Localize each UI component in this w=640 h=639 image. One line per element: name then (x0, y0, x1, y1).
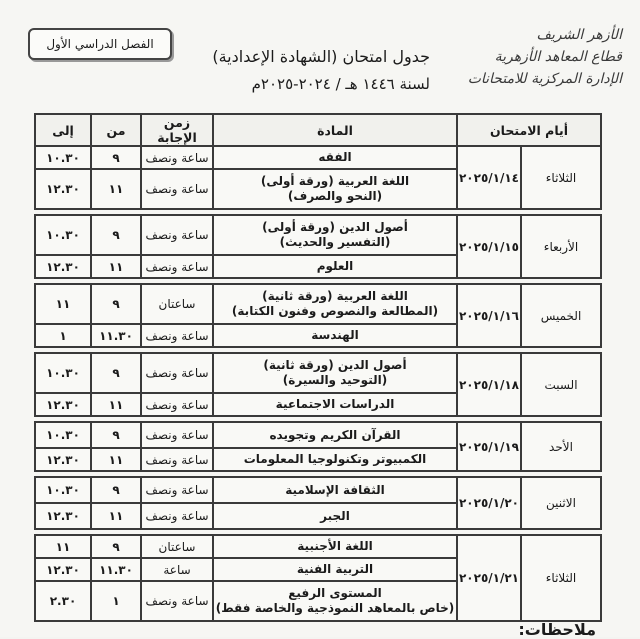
from-time-cell: ٩ (91, 422, 141, 448)
exam-schedule-table (34, 113, 602, 622)
subject-cell: أصول الدين (ورقة ثانية) (التوحيد والسيرة) (213, 353, 457, 393)
to-time-cell: ١١ (35, 284, 91, 324)
subject-cell: القرآن الكريم وتجويده (213, 422, 457, 448)
from-time-cell: ٩ (91, 284, 141, 324)
from-time-cell: ١١ (91, 503, 141, 529)
logo-line-3: الإدارة المركزية للامتحانات (467, 71, 622, 87)
date-cell: ٢٠٢٥/١/١٦ (457, 284, 521, 347)
day-cell: الخميس (521, 284, 601, 347)
from-time-cell: ١١ (91, 393, 141, 416)
subject-cell: الكمبيوتر وتكنولوجيا المعلومات (213, 448, 457, 471)
date-cell: ٢٠٢٥/١/٢١ (457, 535, 521, 621)
header-days: أيام الامتحان (457, 114, 601, 146)
from-time-cell: ٩ (91, 146, 141, 169)
logo-line-2: قطاع المعاهد الأزهرية (494, 49, 622, 65)
to-time-cell: ١٢.٣٠ (35, 255, 91, 278)
from-time-cell: ٩ (91, 535, 141, 558)
duration-cell: ساعة ونصف (141, 146, 213, 169)
date-cell: ٢٠٢٥/١/١٥ (457, 215, 521, 278)
to-time-cell: ١٠.٣٠ (35, 215, 91, 255)
from-time-cell: ١ (91, 581, 141, 621)
azhar-logo (440, 24, 622, 96)
to-time-cell: ١٠.٣٠ (35, 422, 91, 448)
from-time-cell: ٩ (91, 477, 141, 503)
to-time-cell: ١٢.٣٠ (35, 169, 91, 209)
day-cell: الأحد (521, 422, 601, 471)
to-time-cell: ١٢.٣٠ (35, 448, 91, 471)
duration-cell: ساعة ونصف (141, 215, 213, 255)
subject-cell: أصول الدين (ورقة أولى) (التفسير والحديث) (213, 215, 457, 255)
duration-cell: ساعة ونصف (141, 255, 213, 278)
table-header-row (35, 114, 601, 146)
subject-cell: الدراسات الاجتماعية (213, 393, 457, 416)
table-body (35, 146, 601, 621)
duration-cell: ساعة ونصف (141, 448, 213, 471)
day-cell: الاثنين (521, 477, 601, 529)
table-row (35, 535, 601, 558)
from-time-cell: ١١ (91, 448, 141, 471)
subject-cell: العلوم (213, 255, 457, 278)
to-time-cell: ١٠.٣٠ (35, 477, 91, 503)
from-time-cell: ١١ (91, 169, 141, 209)
to-time-cell: ١ (35, 324, 91, 347)
schedule-title: جدول امتحان (الشهادة الإعدادية) (212, 47, 430, 66)
day-cell: السبت (521, 353, 601, 416)
subject-cell: الجبر (213, 503, 457, 529)
table-row (35, 215, 601, 255)
date-cell: ٢٠٢٥/١/١٩ (457, 422, 521, 471)
schedule-year: لسنة ١٤٤٦ هـ / ٢٠٢٤-٢٠٢٥م (251, 75, 430, 93)
duration-cell: ساعة ونصف (141, 169, 213, 209)
duration-cell: ساعة ونصف (141, 477, 213, 503)
table-row (35, 477, 601, 503)
to-time-cell: ١٠.٣٠ (35, 146, 91, 169)
day-cell: الثلاثاء (521, 535, 601, 621)
to-time-cell: ١٢.٣٠ (35, 558, 91, 581)
header-to: إلى (35, 114, 91, 146)
header-subject: المادة (213, 114, 457, 146)
to-time-cell: ١٢.٣٠ (35, 393, 91, 416)
to-time-cell: ١٢.٣٠ (35, 503, 91, 529)
to-time-cell: ٢.٣٠ (35, 581, 91, 621)
duration-cell: ساعة ونصف (141, 353, 213, 393)
table-row (35, 146, 601, 169)
from-time-cell: ١١.٣٠ (91, 324, 141, 347)
subject-cell: اللغة العربية (ورقة أولى) (النحو والصرف) (213, 169, 457, 209)
duration-cell: ساعة ونصف (141, 393, 213, 416)
duration-cell: ساعة ونصف (141, 581, 213, 621)
subject-cell: التربية الفنية (213, 558, 457, 581)
table-row (35, 353, 601, 393)
duration-cell: ساعة ونصف (141, 422, 213, 448)
date-cell: ٢٠٢٥/١/١٨ (457, 353, 521, 416)
subject-cell: الفقه (213, 146, 457, 169)
to-time-cell: ١٠.٣٠ (35, 353, 91, 393)
duration-cell: ساعتان (141, 284, 213, 324)
duration-cell: ساعة (141, 558, 213, 581)
day-cell: الأربعاء (521, 215, 601, 278)
term-label: الفصل الدراسي الأول (28, 28, 172, 60)
from-time-cell: ١١.٣٠ (91, 558, 141, 581)
subject-cell: اللغة العربية (ورقة ثانية) (المطالعة والنصوص وفنون الكتابة) (213, 284, 457, 324)
header-duration: زمن الإجابة (141, 114, 213, 146)
table-row (35, 284, 601, 324)
header-from: من (91, 114, 141, 146)
duration-cell: ساعتان (141, 535, 213, 558)
subject-cell: اللغة الأجنبية (213, 535, 457, 558)
date-cell: ٢٠٢٥/١/٢٠ (457, 477, 521, 529)
logo-line-1: الأزهر الشريف (536, 27, 622, 43)
from-time-cell: ١١ (91, 255, 141, 278)
to-time-cell: ١١ (35, 535, 91, 558)
subject-cell: الهندسة (213, 324, 457, 347)
day-cell: الثلاثاء (521, 146, 601, 209)
subject-cell: الثقافة الإسلامية (213, 477, 457, 503)
subject-cell: المستوى الرفيع (خاص بالمعاهد النموذجية والخاصة فقط) (213, 581, 457, 621)
from-time-cell: ٩ (91, 215, 141, 255)
table-row (35, 422, 601, 448)
duration-cell: ساعة ونصف (141, 503, 213, 529)
notes-label: ملاحظات: (518, 620, 596, 639)
date-cell: ٢٠٢٥/١/١٤ (457, 146, 521, 209)
from-time-cell: ٩ (91, 353, 141, 393)
duration-cell: ساعة ونصف (141, 324, 213, 347)
